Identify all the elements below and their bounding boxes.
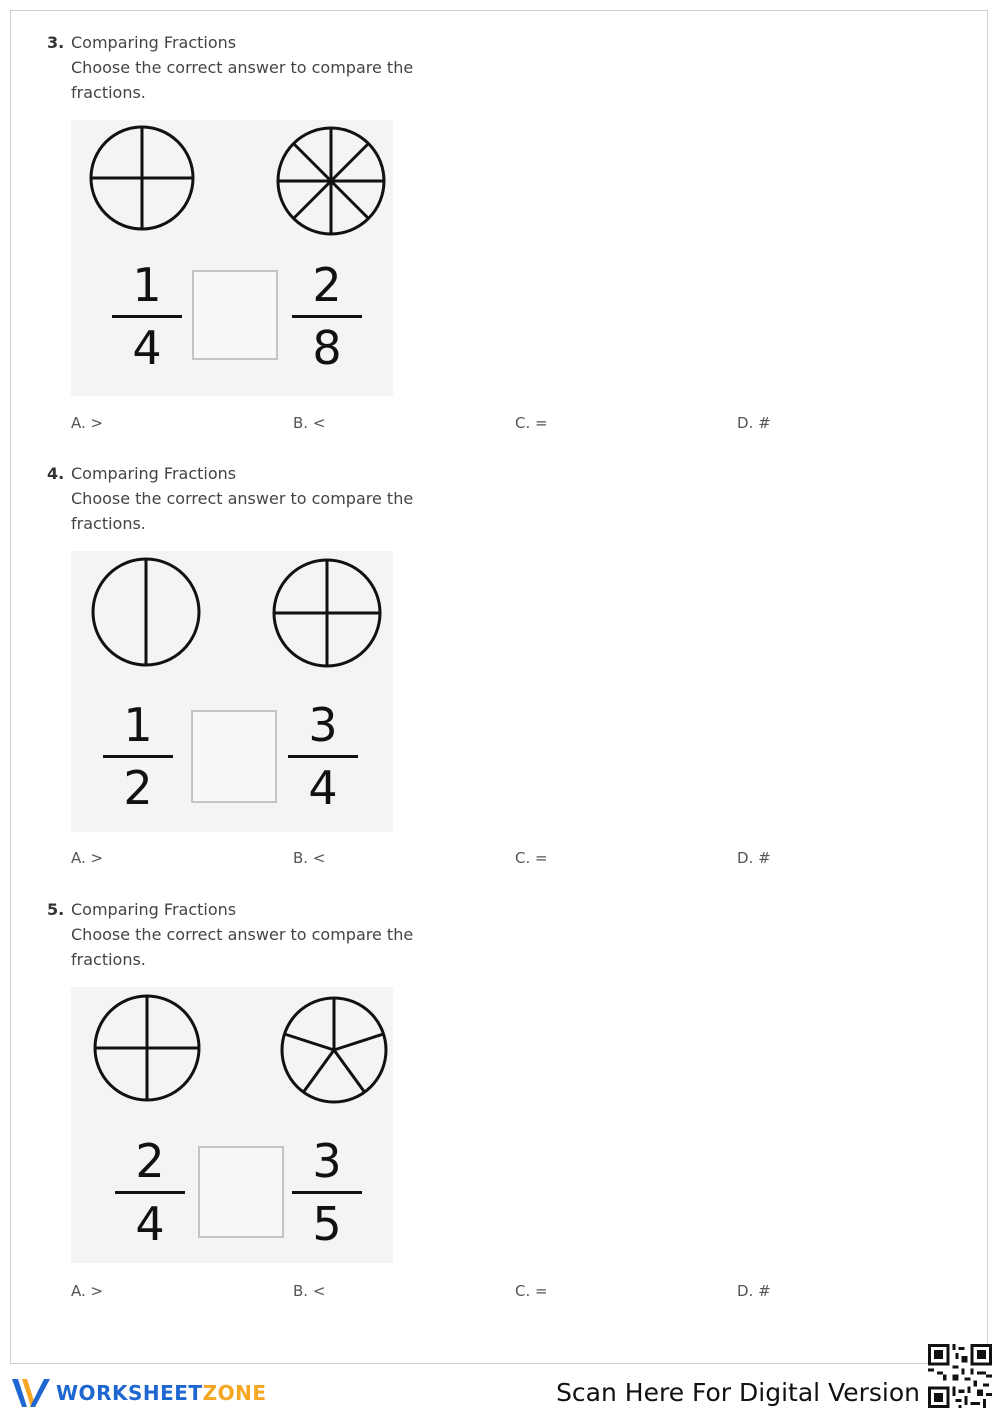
- brand-logo[interactable]: [10, 1376, 266, 1410]
- left-fraction: [103, 699, 173, 814]
- scan-text: Scan Here For Digital Version: [556, 1378, 920, 1407]
- circle-eighths-right: [278, 128, 384, 234]
- numerator: 1: [123, 698, 153, 752]
- right-fraction: [292, 1135, 362, 1250]
- question-title: Comparing Fractions: [71, 33, 237, 52]
- question-prompt: Choose the correct answer to compare the fractions.: [71, 489, 414, 533]
- left-fraction: [112, 259, 182, 374]
- brand-main: WORKSHEET: [56, 1381, 203, 1405]
- numerator: 2: [312, 258, 342, 312]
- answer-box[interactable]: [198, 1146, 284, 1238]
- denominator: 8: [312, 321, 342, 375]
- question-header: [47, 462, 947, 486]
- right-fraction: [288, 699, 358, 814]
- fraction-bar: [292, 1191, 362, 1194]
- question-prompt: Choose the correct answer to compare the fractions.: [71, 58, 414, 102]
- numerator: 3: [308, 698, 338, 752]
- fraction-bar: [288, 755, 358, 758]
- qr-code-icon[interactable]: [928, 1344, 992, 1408]
- question-title: Comparing Fractions: [71, 464, 237, 483]
- option-d[interactable]: D. #: [737, 1282, 771, 1300]
- option-c[interactable]: C. =: [515, 414, 548, 432]
- numerator: 1: [132, 258, 162, 312]
- fraction-figure: [71, 120, 393, 396]
- option-c[interactable]: C. =: [515, 849, 548, 867]
- denominator: 2: [123, 761, 153, 815]
- circle-fifths-right: [282, 998, 386, 1102]
- denominator: 5: [312, 1197, 342, 1251]
- answer-box[interactable]: [192, 270, 278, 360]
- denominator: 4: [132, 321, 162, 375]
- option-b[interactable]: B. <: [293, 414, 326, 432]
- question-5: [47, 898, 947, 1300]
- left-fraction: [115, 1135, 185, 1250]
- question-4: [47, 462, 947, 867]
- question-3: [47, 31, 947, 432]
- option-d[interactable]: D. #: [737, 414, 771, 432]
- option-a[interactable]: A. >: [71, 849, 104, 867]
- brand-name: [56, 1381, 266, 1405]
- page-footer: [0, 1370, 1000, 1414]
- answer-options: [71, 849, 831, 871]
- circle-halves-left: [93, 559, 199, 665]
- answer-box[interactable]: [191, 710, 277, 803]
- answer-options: [71, 414, 831, 436]
- answer-options: [71, 1282, 831, 1304]
- option-c[interactable]: C. =: [515, 1282, 548, 1300]
- denominator: 4: [135, 1197, 165, 1251]
- option-b[interactable]: B. <: [293, 849, 326, 867]
- question-header: [47, 898, 947, 922]
- option-a[interactable]: A. >: [71, 414, 104, 432]
- numerator: 3: [312, 1134, 342, 1188]
- denominator: 4: [308, 761, 338, 815]
- brand-accent: ZONE: [202, 1381, 267, 1405]
- numerator: 2: [135, 1134, 165, 1188]
- fraction-bar: [115, 1191, 185, 1194]
- fraction-bar: [103, 755, 173, 758]
- circle-quarters-left: [91, 127, 193, 229]
- question-number: 3.: [47, 33, 65, 52]
- worksheetzone-logo-icon: [10, 1376, 52, 1410]
- right-fraction: [292, 259, 362, 374]
- option-d[interactable]: D. #: [737, 849, 771, 867]
- option-a[interactable]: A. >: [71, 1282, 104, 1300]
- fraction-figure: [71, 551, 393, 832]
- question-number: 4.: [47, 464, 65, 483]
- fraction-bar: [292, 315, 362, 318]
- circle-quarters-left: [95, 996, 199, 1100]
- fraction-figure: [71, 987, 393, 1263]
- question-number: 5.: [47, 900, 65, 919]
- option-b[interactable]: B. <: [293, 1282, 326, 1300]
- fraction-bar: [112, 315, 182, 318]
- circle-quarters-right: [274, 560, 380, 666]
- question-prompt: Choose the correct answer to compare the fractions.: [71, 925, 414, 969]
- question-header: [47, 31, 947, 55]
- worksheet-page: [10, 10, 988, 1364]
- question-title: Comparing Fractions: [71, 900, 237, 919]
